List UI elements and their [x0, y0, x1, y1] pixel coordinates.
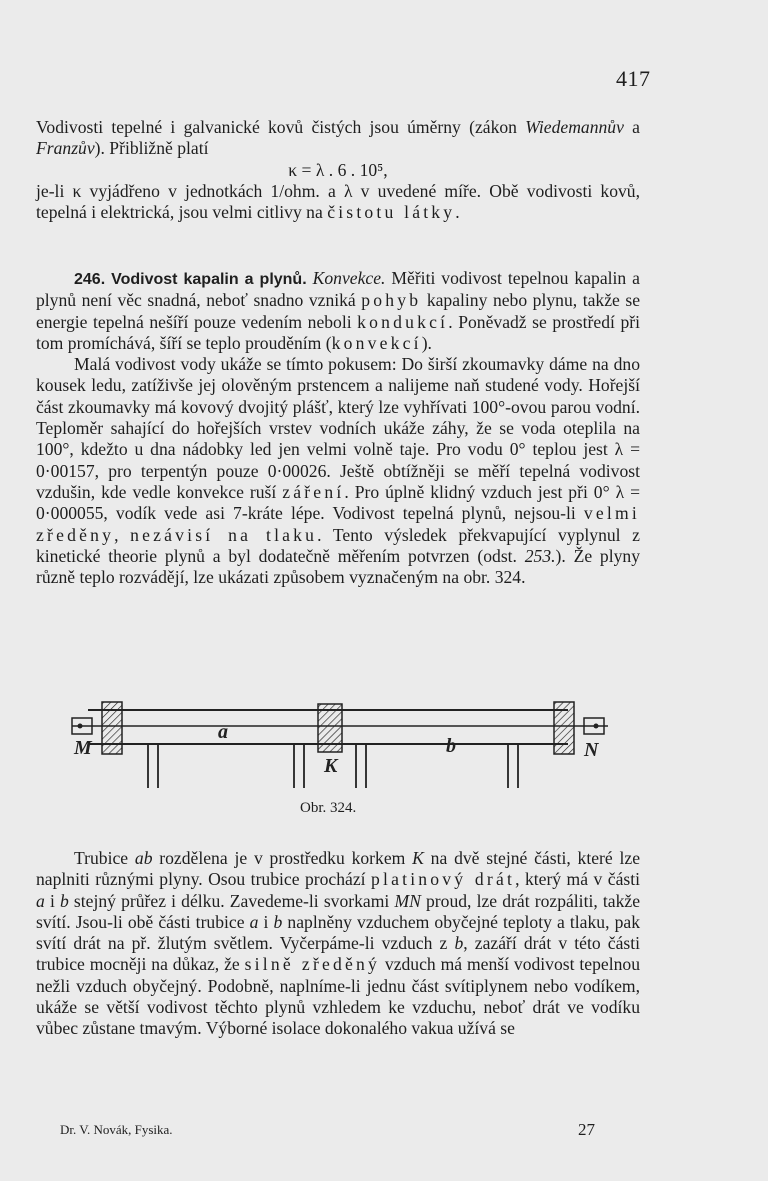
section-title: Vodivost kapalin a plynů.	[111, 271, 307, 288]
intro-paragraph: Vodivosti tepelné i galvanické kovů čistých jsou úměrny (zákon Wiedemannův a Franzův). Přibližně platí κ = λ . 6 . 10⁵, je-li κ vyjádřeno v jednotkách 1/ohm. a λ v uvedené míře. Obě vodivosti kovů, tepelná i elektrická, jsou velmi citlivy na čistotu látky.	[36, 117, 640, 223]
figure-caption: Obr. 324.	[300, 800, 357, 816]
label-M: M	[74, 737, 92, 759]
label-K: K	[324, 755, 338, 777]
figure-explanation: Trubice ab rozdělena je v prostředku korkem K na dvě stejné části, které lze naplniti různými plyny. Osou trubice prochází platinový drát, který má v části a i b stejný průřez i délku. Zavedeme-li svorkami MN proud, lze drát rozpáliti, takže svítí. Jsou-li obě části trubice a i b naplněny vzduchem obyčejné teploty a tlaku, pak svítí drát na př. žlutým světlem. Vyčerpáme-li vzduch z b, zazáří drát v této části trubice mocněji na důkaz, že silně zředěný vzduch má menší vodivost tepelnou nežli vzduch obyčejný. Podobně, naplníme-li jednu část svítiplynem nebo vodíkem, ukáže se větší vodivost těchto plynů vzhledem ke vzduchu, neboť drát ve vodíku vůbec zůstane tmavým. Výborné isolace dokonalého vakua užívá se	[36, 848, 641, 1039]
plug-right	[554, 702, 574, 754]
label-a: a	[218, 721, 228, 743]
cork-K	[318, 704, 342, 752]
section-subtitle: Konvekce.	[312, 268, 386, 288]
section-246: 246. Vodivost kapalin a plynů. Konvekce. Měřiti vodivost tepelnou kapalin a plynů není věc snadná, neboť snadno vzniká pohyb kapaliny nebo plynu, takže se energie tepelná nešíří pouze vedením neboli kondukcí. Poněvadž se prostředí při tom promíchává, šíří se teplo prouděním (konvekcí). Malá vodivost vody ukáže se tímto pokusem: Do širší zkoumavky dáme na dno kousek ledu, zatíživše jej olověným prstencem a nalijeme naň studené vody. Hořejší část zkoumavky má kovový dvojitý plášť, který lze vyhřívati 100°-ovou parou vodní. Teploměr sahající do hořejších vrstev vodních ukáže záhy, že se voda oteplila na 100°, kdežto u dna nádobky led jen velmi volně taje. Pro vodu 0° teplou jest λ = 0·00157, pro terpentýn pouze 0·00026. Ještě obtížněji se měří tepelná vodivost vzdušin, kde vedle konvekce ruší záření. Pro úplně klidný vzduch jest při 0° λ = 0·000055, vodík vede asi 7-kráte lépe. Vodivost tepelná plynů, nejsou-li velmi zředěny, nezávisí na tlaku. Tento výsledek překvapující vyplynul z kinetické theorie plynů a byl dodatečně měřením potvrzen (odst. 253.). Že plyny různě teplo rozvádějí, lze ukázati způsobem vyznačeným na obr. 324.	[36, 268, 641, 588]
figure-324	[68, 688, 608, 818]
law-name-2: Franzův	[36, 138, 95, 159]
tube-diagram	[68, 688, 608, 798]
formula: κ = λ . 6 . 10⁵,	[288, 159, 388, 180]
footer-author: Dr. V. Novák, Fysika.	[60, 1122, 173, 1137]
footer-signature: 27	[578, 1120, 595, 1139]
section-number: 246.	[74, 271, 106, 288]
plug-left	[102, 702, 122, 754]
label-b: b	[446, 735, 456, 757]
label-N: N	[584, 739, 599, 761]
law-name: Wiedemannův	[525, 117, 624, 137]
page-number: 417	[616, 66, 651, 91]
